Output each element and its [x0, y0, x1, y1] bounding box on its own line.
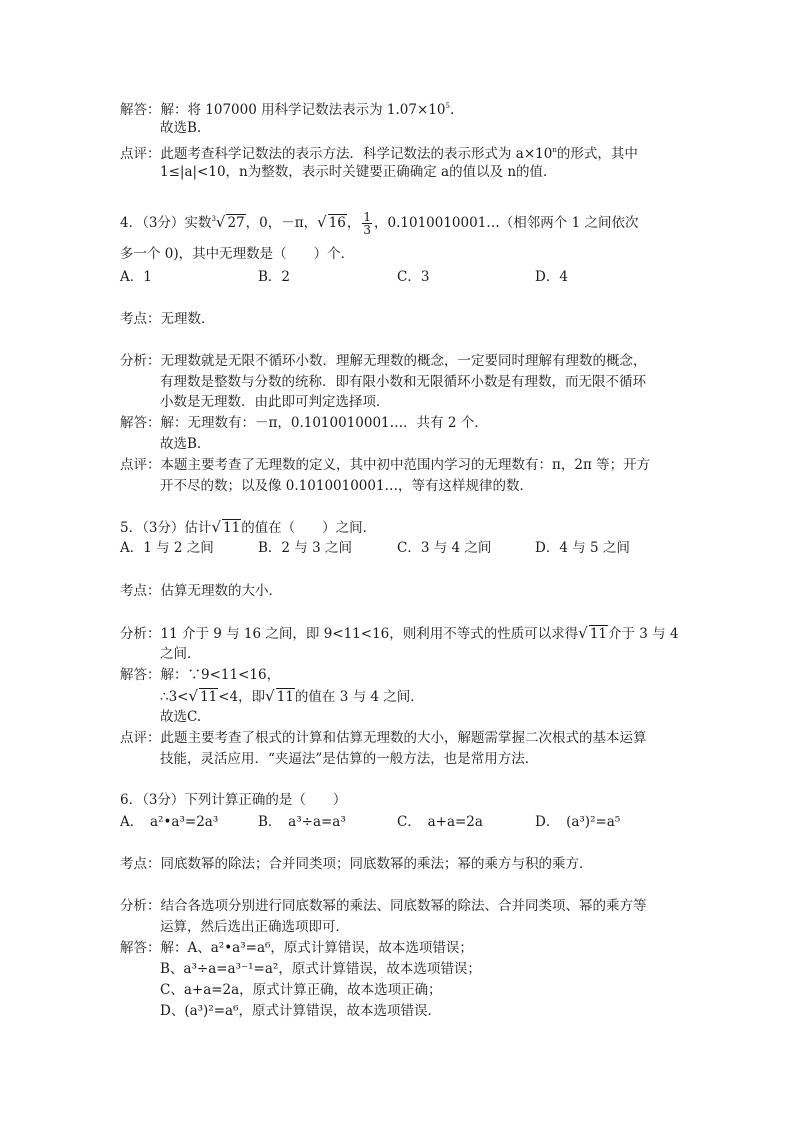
fenxi-text: 无理数就是无限不循环小数．理解无理数的概念，一定要同时理解有理数的概念， [160, 353, 647, 369]
square-root-11 [211, 518, 241, 537]
answer-label: 解答： [120, 940, 161, 956]
cube-root-radicand: 27 [227, 215, 245, 231]
q6-option-c: C． a+a=2a [397, 814, 483, 830]
kaodian-text: 无理数． [160, 311, 215, 327]
square-root-11 [189, 687, 219, 706]
q5-option-b: B．2 与 3 之间 [258, 540, 352, 556]
q6-option-a: A． a²•a³=2a³ [120, 814, 219, 830]
q6-fenxi-line2: 运算，然后选出正确选项即可． [160, 919, 349, 935]
q4-option-c: C．3 [397, 269, 430, 285]
q4-choose: 故选B. [160, 436, 202, 452]
q6-fenxi-line1 [120, 897, 647, 915]
answer-label: 解答： [120, 102, 161, 118]
fenxi-text-b: 介于 3 与 4 [608, 626, 679, 642]
q3-answer-text: 解：将 107000 用科学记数法表示为 1.07×10 [160, 102, 446, 118]
q4-fenxi-line2: 有理数是整数与分数的统称．即有限小数和无限循环小数是有理数，而无限不循环 [160, 374, 646, 390]
q3-answer-end: . [449, 102, 455, 118]
sqrt-radicand: 11 [276, 689, 294, 705]
kaodian-text: 同底数幂的除法；合并同类项；同底数幂的乘法；幂的乘方与积的乘方． [160, 856, 593, 872]
kaodian-label: 考点： [120, 856, 161, 872]
q4-option-b: B．2 [258, 269, 291, 285]
q4-option-a: A．1 [120, 269, 152, 285]
q6-answer-line4: D、(a³)²=a⁶，原式计算错误，故本选项错误． [160, 1003, 442, 1019]
q4-stem-line2: 多一个 0)，其中无理数是（ ）个． [120, 246, 355, 262]
radical-sign-icon: √ [188, 687, 199, 705]
q4-stem-a: 4．（3分）实数 [120, 215, 212, 231]
q5-choose: 故选C. [160, 709, 202, 725]
radical-sign-icon: √ [578, 624, 588, 642]
fenxi-text-a: 11 介于 9 与 16 之间，即 9<11<16，则利用不等式的性质可以求得 [160, 626, 579, 642]
q6-answer-line3: C、a+a=2a，原式计算正确，故本选项正确； [160, 982, 442, 998]
q3-comment-exponent: n [552, 146, 557, 154]
answer-text: 解：A、a²•a³=a⁶，原式计算错误，故本选项错误； [160, 940, 473, 956]
q4-stem-d: ，0.1010010001…（相邻两个 1 之间依次 [374, 215, 639, 231]
answer2-c: 的值在 3 与 4 之间． [294, 689, 424, 705]
comment-label: 点评： [120, 146, 161, 162]
q5-option-a: A．1 与 2 之间 [120, 540, 214, 556]
kaodian-label: 考点： [120, 583, 161, 599]
radical-sign-icon: √ [265, 687, 275, 705]
answer2-b: <4，即 [218, 689, 266, 705]
kaodian-text: 估算无理数的大小． [160, 583, 282, 599]
radical-sign-icon: √ [211, 518, 221, 536]
q5-stem [120, 518, 376, 537]
q6-answer-line2: B、a³÷a=a³⁻¹=a²，原式计算错误，故本选项错误； [160, 961, 481, 977]
q5-kaodian [120, 582, 282, 600]
q3-comment-text-b: 的形式，其中 [556, 146, 638, 162]
q4-kaodian [120, 310, 215, 328]
fraction-denominator: 3 [363, 223, 372, 237]
q6-option-b: B． a³÷a=a³ [258, 814, 346, 830]
q3-comment-text-a: 此题考查科学记数法的表示方法．科学记数法的表示形式为 a×10 [160, 146, 553, 162]
q5-fenxi-line1 [120, 624, 679, 643]
sqrt-radicand: 11 [200, 689, 218, 705]
q5-option-c: C．3 与 4 之间 [397, 540, 492, 556]
cube-root-index: 3 [211, 215, 216, 223]
answer-text: 解：无理数有：－π，0.1010010001…．共有 2 个． [160, 415, 488, 431]
q5-stem-a: 5．（3分）估计 [120, 520, 212, 536]
answer-label: 解答： [120, 415, 161, 431]
q6-kaodian [120, 855, 593, 873]
fenxi-label: 分析： [120, 353, 161, 369]
sqrt-radicand: 16 [328, 215, 346, 231]
fenxi-label: 分析： [120, 626, 161, 642]
q6-stem: 6．（3分）下列计算正确的是（ ） [120, 792, 347, 808]
comment-label: 点评： [120, 457, 161, 473]
sqrt-radicand: 11 [589, 626, 608, 642]
square-root-11 [578, 624, 608, 643]
q4-fenxi-line3: 小数是无理数．由此即可判定选择项． [160, 394, 390, 410]
q4-fenxi-line1 [120, 352, 647, 370]
radical-sign-icon: √ [317, 213, 327, 231]
q5-stem-b: 的值在（ ）之间． [241, 520, 377, 536]
q6-option-d: D． (a³)²=a⁵ [535, 814, 621, 830]
q5-comment-line2: 技能，灵活应用．“夹逼法”是估算的一般方法，也是常用方法． [160, 751, 539, 767]
kaodian-label: 考点： [120, 311, 161, 327]
comment-label: 点评： [120, 730, 161, 746]
q5-answer-line1 [120, 666, 280, 684]
q5-fenxi-line2: 之间． [160, 646, 201, 662]
answer-label: 解答： [120, 667, 161, 683]
q6-answer-line1 [120, 939, 473, 957]
q4-stem-line1 [120, 210, 638, 236]
q3-answer-line [120, 97, 454, 119]
q4-answer [120, 414, 488, 432]
q4-stem-b: ，0，－π， [245, 215, 318, 231]
q4-option-d: D．4 [535, 269, 568, 285]
comment-text: 本题主要考查了无理数的定义，其中初中范围内学习的无理数有：π，2π 等；开方 [160, 457, 651, 473]
sqrt-radicand: 11 [223, 520, 241, 536]
fraction-one-third [362, 211, 372, 236]
radical-sign-icon: √ [215, 213, 226, 231]
square-root-16 [317, 213, 347, 232]
fenxi-text: 结合各选项分别进行同底数幂的乘法、同底数幂的除法、合并同类项、幂的乘方等 [160, 898, 647, 914]
q4-comment-line1 [120, 456, 650, 474]
q5-option-d: D．4 与 5 之间 [535, 540, 630, 556]
q3-choose: 故选B. [160, 120, 202, 136]
q4-comment-line2: 开不尽的数；以及像 0.1010010001…，等有这样规律的数． [160, 478, 534, 494]
answer2-a: ∴3< [160, 689, 189, 705]
answer-text: 解：∵9<11<16， [160, 667, 281, 683]
q4-stem-c: ， [346, 215, 361, 231]
cube-root [211, 210, 245, 232]
fenxi-label: 分析： [120, 898, 161, 914]
square-root-11 [265, 687, 295, 706]
q3-comment-line1 [120, 141, 638, 163]
fraction-numerator: 1 [363, 210, 372, 224]
q5-answer-line2 [160, 687, 424, 706]
q3-answer-exponent: 5 [445, 102, 450, 110]
q3-comment-line2: 1≤|a|<10，n为整数，表示时关键要正确确定 a的值以及 n的值． [160, 164, 557, 180]
comment-text: 此题主要考查了根式的计算和估算无理数的大小，解题需掌握二次根式的基本运算 [160, 730, 647, 746]
q5-comment-line1 [120, 729, 647, 747]
